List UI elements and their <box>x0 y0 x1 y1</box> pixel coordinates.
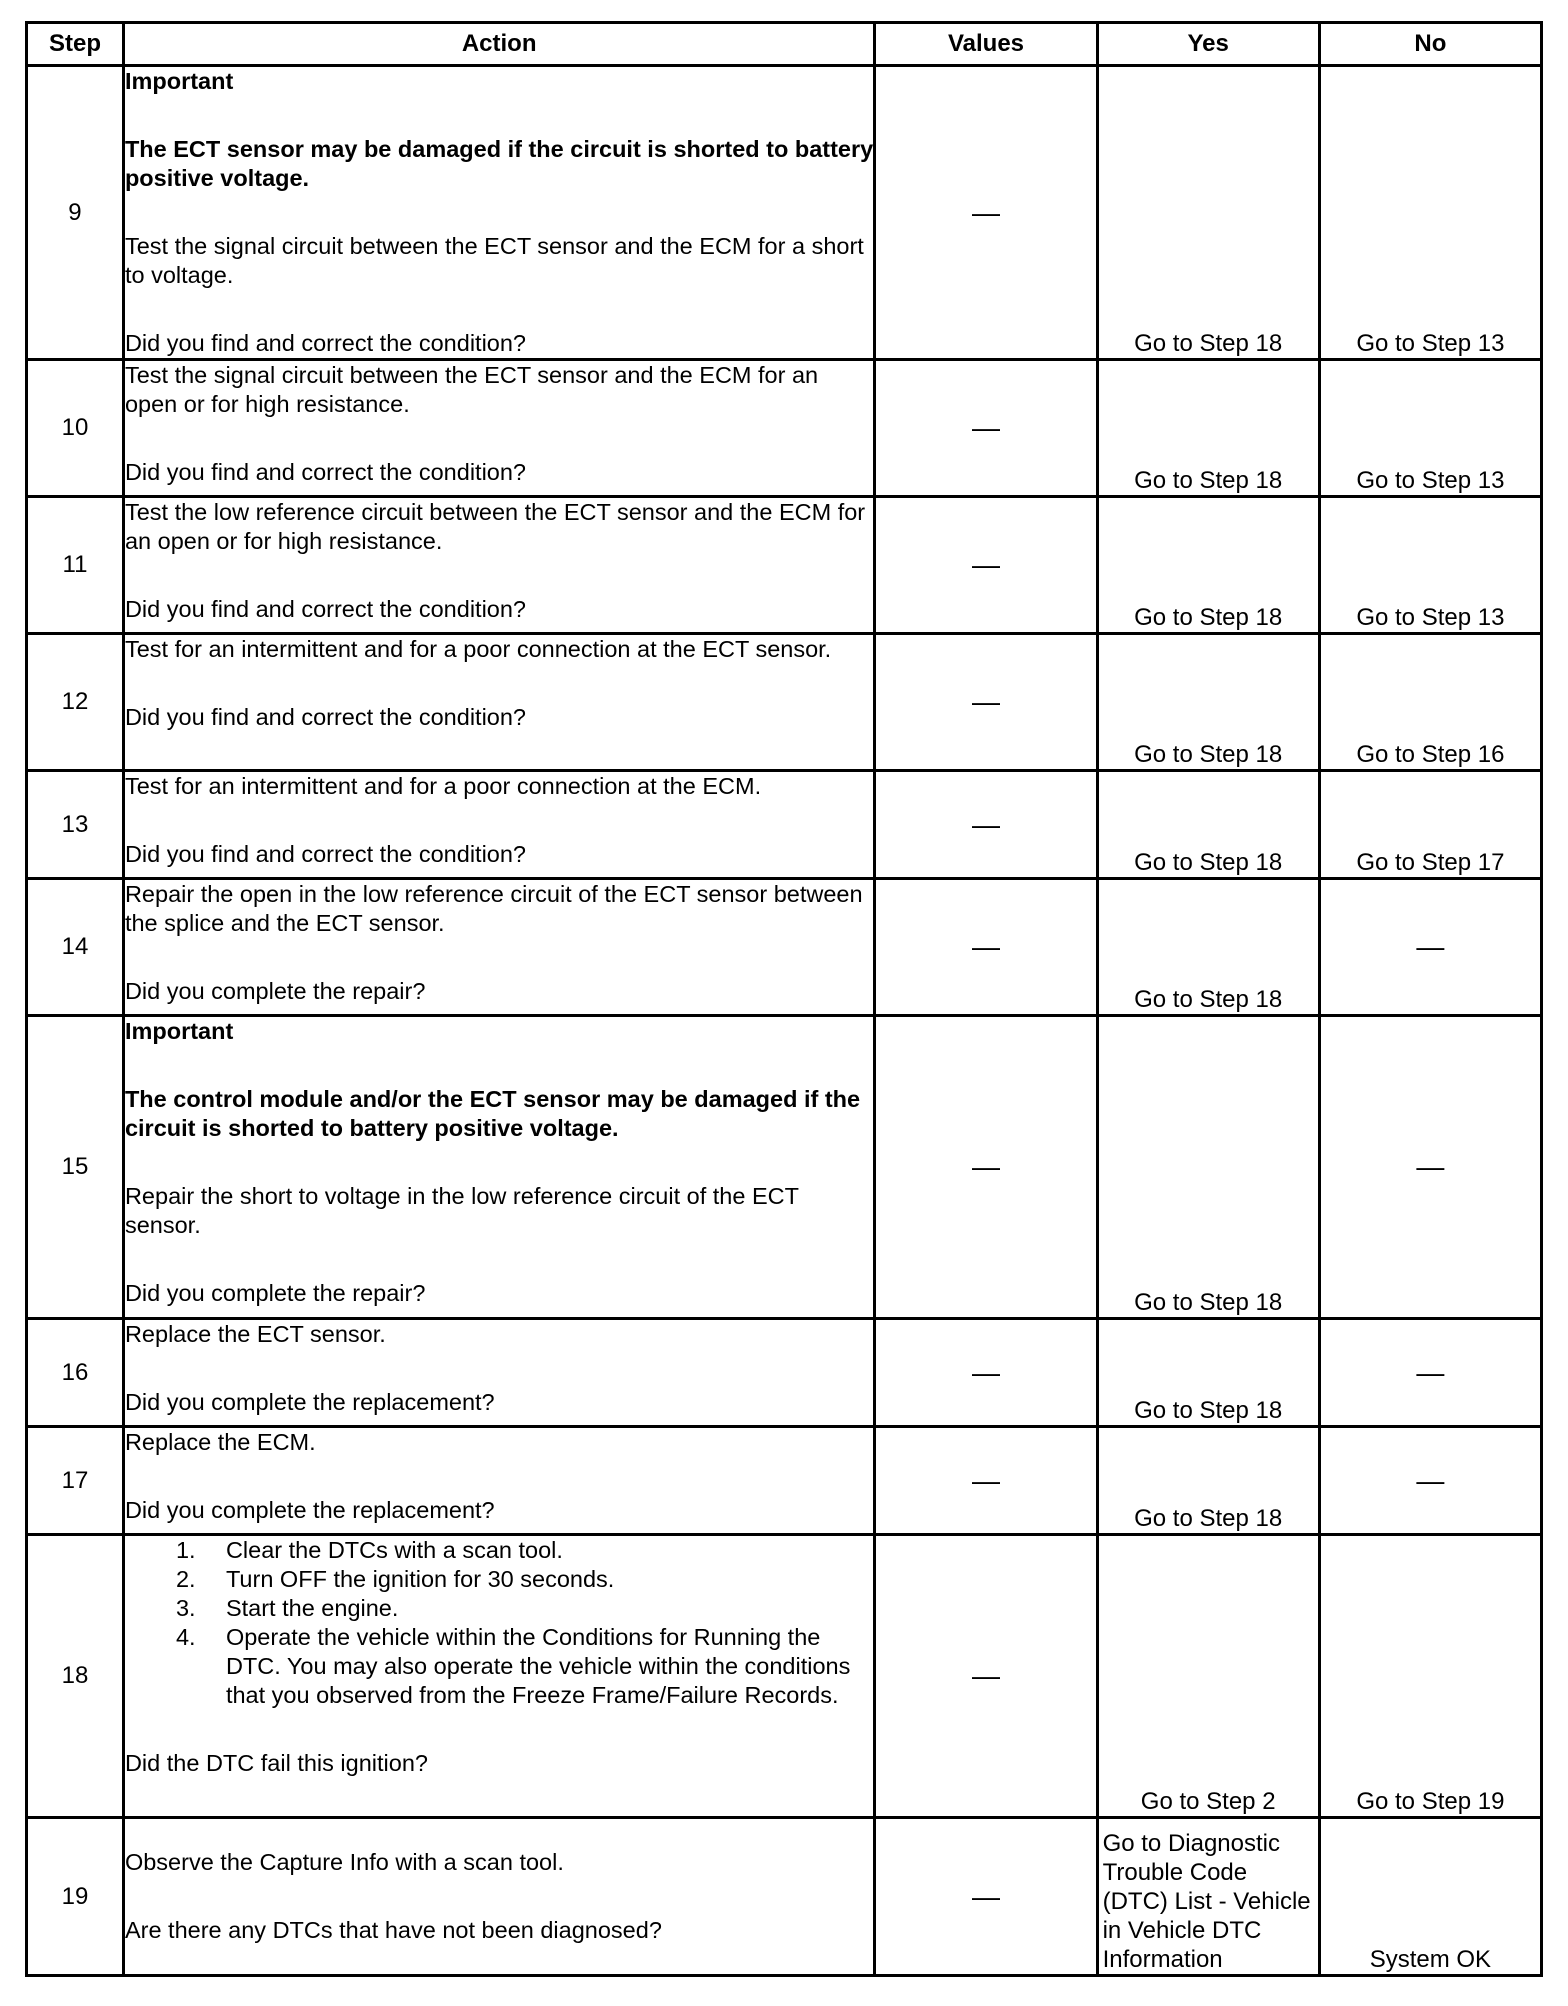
action-cell <box>123 1016 874 1319</box>
step-number: 16 <box>27 1319 124 1427</box>
action-text: Replace the ECT sensor. <box>124 1321 386 1347</box>
action-text: Replace the ECM. <box>124 1429 316 1455</box>
yes-cell: Go to Step 18 <box>1097 879 1319 1016</box>
values-cell: — <box>875 1319 1097 1427</box>
step-number: 12 <box>27 634 124 771</box>
action-cell <box>123 771 874 879</box>
list-item <box>125 1536 873 1565</box>
list-item-text: Start the engine. <box>225 1595 399 1621</box>
no-cell: Go to Step 13 <box>1319 497 1541 634</box>
warning-text: The control module and/or the ECT sensor may be damaged if the circuit is shorted to battery positive voltage. <box>124 1086 861 1141</box>
warning-text: The ECT sensor may be damaged if the circuit is shorted to battery positive voltage. <box>124 136 874 191</box>
list-item-text: Operate the vehicle within the Conditions for Running the DTC. You may also operate the vehicle within the conditions that you observed from the Freeze Frame/Failure Records. <box>225 1624 851 1708</box>
list-item <box>125 1565 873 1594</box>
action-cell <box>123 1427 874 1535</box>
table-row-step-12 <box>27 634 1542 771</box>
step-number: 14 <box>27 879 124 1016</box>
table-row-step-10 <box>27 360 1542 497</box>
action-text: Test the low reference circuit between the ECT sensor and the ECM for an open or for high resistance. <box>124 499 866 554</box>
header-values: Values <box>875 23 1097 66</box>
yes-cell: Go to Step 18 <box>1097 1319 1319 1427</box>
no-cell: Go to Step 19 <box>1319 1535 1541 1818</box>
action-question: Did the DTC fail this ignition? <box>124 1750 428 1776</box>
yes-cell: Go to Diagnostic Trouble Code (DTC) List - Vehicle in Vehicle DTC Information <box>1097 1818 1319 1976</box>
action-text: Repair the open in the low reference circuit of the ECT sensor between the splice and the ECT sensor. <box>124 881 863 936</box>
table-row-step-14 <box>27 879 1542 1016</box>
step-number: 19 <box>27 1818 124 1976</box>
action-question: Did you complete the repair? <box>124 1280 426 1306</box>
action-question: Are there any DTCs that have not been diagnosed? <box>124 1917 662 1943</box>
action-text: Test for an intermittent and for a poor connection at the ECM. <box>124 773 762 799</box>
action-question: Did you find and correct the condition? <box>124 596 527 622</box>
header-step: Step <box>27 23 124 66</box>
table-row-step-18 <box>27 1535 1542 1818</box>
header-no: No <box>1319 23 1541 66</box>
action-cell <box>123 360 874 497</box>
header-yes: Yes <box>1097 23 1319 66</box>
action-text: Observe the Capture Info with a scan tool. <box>124 1849 564 1875</box>
header-action: Action <box>123 23 874 66</box>
diagnostic-table <box>25 21 1543 1977</box>
values-cell: — <box>875 1535 1097 1818</box>
values-cell: — <box>875 497 1097 634</box>
step-number: 17 <box>27 1427 124 1535</box>
step-number: 13 <box>27 771 124 879</box>
list-item-text: Turn OFF the ignition for 30 seconds. <box>225 1566 615 1592</box>
no-cell: System OK <box>1319 1818 1541 1976</box>
yes-cell: Go to Step 18 <box>1097 1427 1319 1535</box>
action-question: Did you find and correct the condition? <box>124 330 527 356</box>
no-cell: Go to Step 17 <box>1319 771 1541 879</box>
table-row-step-17 <box>27 1427 1542 1535</box>
header-row <box>27 23 1542 66</box>
table-row-step-15 <box>27 1016 1542 1319</box>
no-cell: — <box>1319 1319 1541 1427</box>
list-item-number: 1. <box>175 1537 196 1563</box>
no-cell: — <box>1319 879 1541 1016</box>
values-cell: — <box>875 634 1097 771</box>
no-cell: Go to Step 13 <box>1319 360 1541 497</box>
action-cell <box>123 634 874 771</box>
step-number: 15 <box>27 1016 124 1319</box>
step-number: 11 <box>27 497 124 634</box>
no-cell: — <box>1319 1427 1541 1535</box>
step-number: 10 <box>27 360 124 497</box>
action-question: Did you find and correct the condition? <box>124 704 527 730</box>
action-text: Test for an intermittent and for a poor connection at the ECT sensor. <box>124 636 832 662</box>
list-item <box>125 1623 873 1710</box>
values-cell: — <box>875 1818 1097 1976</box>
values-cell: — <box>875 1427 1097 1535</box>
no-cell: Go to Step 16 <box>1319 634 1541 771</box>
yes-cell: Go to Step 18 <box>1097 360 1319 497</box>
yes-cell: Go to Step 18 <box>1097 771 1319 879</box>
action-question: Did you complete the replacement? <box>124 1497 495 1523</box>
list-item-number: 2. <box>175 1566 196 1592</box>
table-row-step-16 <box>27 1319 1542 1427</box>
action-question: Did you find and correct the condition? <box>124 459 527 485</box>
values-cell: — <box>875 1016 1097 1319</box>
action-cell <box>123 1535 874 1818</box>
table-row-step-19 <box>27 1818 1542 1976</box>
values-cell: — <box>875 66 1097 360</box>
step-number: 18 <box>27 1535 124 1818</box>
action-question: Did you find and correct the condition? <box>124 841 527 867</box>
action-question: Did you complete the replacement? <box>124 1389 495 1415</box>
values-cell: — <box>875 879 1097 1016</box>
action-cell <box>123 1818 874 1976</box>
action-cell <box>123 1319 874 1427</box>
action-cell <box>123 66 874 360</box>
table-row-step-13 <box>27 771 1542 879</box>
table-row-step-11 <box>27 497 1542 634</box>
important-label: Important <box>124 1018 234 1044</box>
action-question: Did you complete the repair? <box>124 978 426 1004</box>
yes-cell: Go to Step 18 <box>1097 1016 1319 1319</box>
values-cell: — <box>875 360 1097 497</box>
list-item-number: 3. <box>175 1595 196 1621</box>
list-item-number: 4. <box>175 1624 196 1650</box>
table-row-step-9 <box>27 66 1542 360</box>
action-cell <box>123 497 874 634</box>
yes-cell: Go to Step 18 <box>1097 66 1319 360</box>
no-cell: Go to Step 13 <box>1319 66 1541 360</box>
list-item <box>125 1594 873 1623</box>
action-text: Test the signal circuit between the ECT sensor and the ECM for an open or for high resistance. <box>124 362 819 417</box>
yes-cell: Go to Step 2 <box>1097 1535 1319 1818</box>
yes-cell: Go to Step 18 <box>1097 634 1319 771</box>
list-item-text: Clear the DTCs with a scan tool. <box>225 1537 563 1563</box>
step-number: 9 <box>27 66 124 360</box>
procedure-list <box>125 1536 873 1710</box>
action-cell <box>123 879 874 1016</box>
no-cell: — <box>1319 1016 1541 1319</box>
action-text: Test the signal circuit between the ECT sensor and the ECM for a short to voltage. <box>124 233 864 288</box>
yes-cell: Go to Step 18 <box>1097 497 1319 634</box>
important-label: Important <box>124 68 234 94</box>
values-cell: — <box>875 771 1097 879</box>
action-text: Repair the short to voltage in the low reference circuit of the ECT sensor. <box>124 1183 799 1238</box>
